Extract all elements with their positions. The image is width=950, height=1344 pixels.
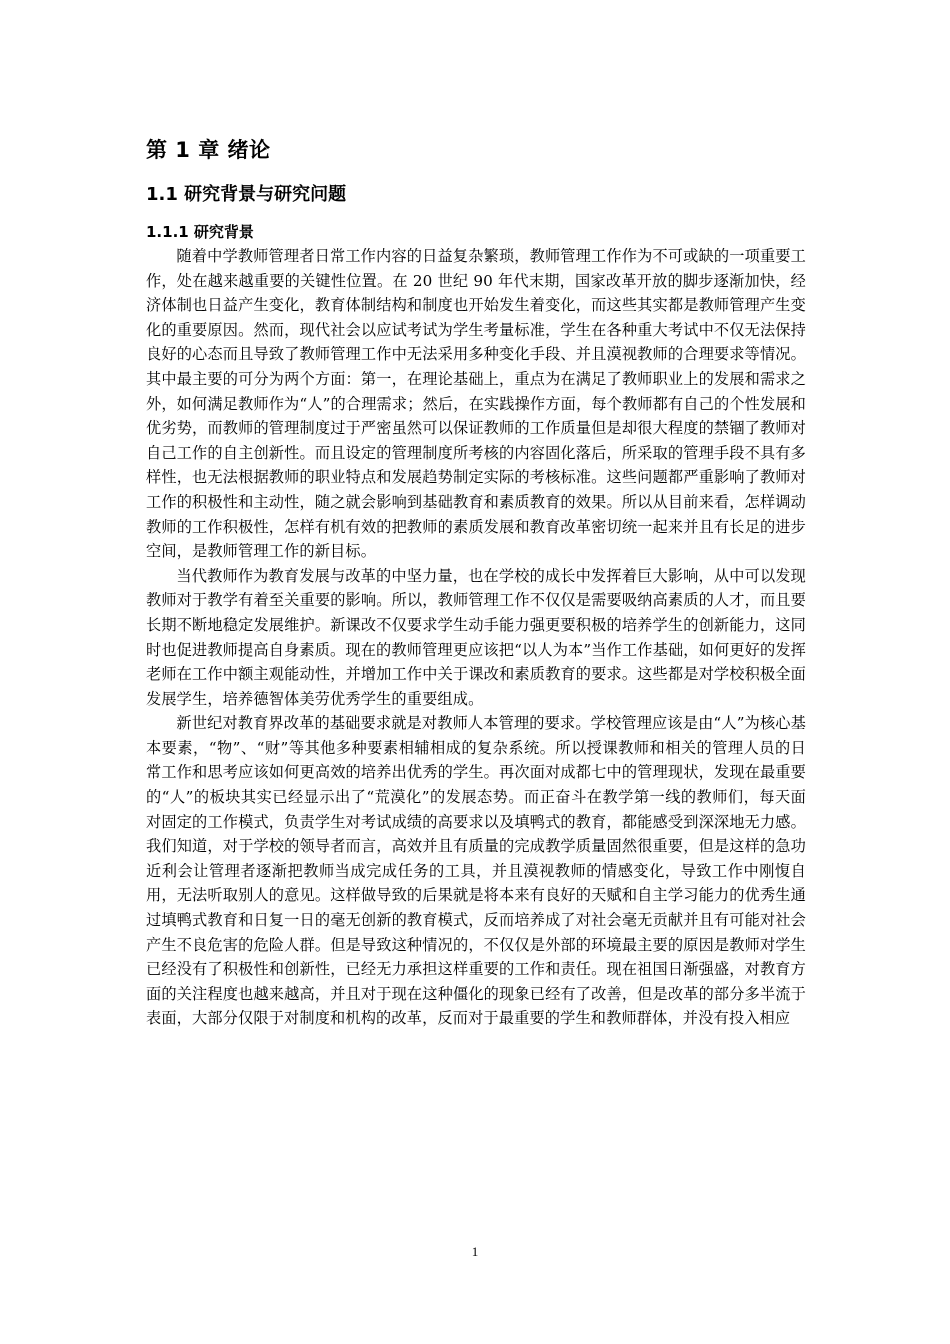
section-title: 1.1 研究背景与研究问题 — [146, 184, 347, 205]
body-paragraph: 随着中学教师管理者日常工作内容的日益复杂繁琐，教师管理工作作为不可或缺的一项重要工作，处在越来越重要的关键性位置。在 20 世纪 90 年代末期，国家改革开放的脚步逐渐加快，经济体制也日益产生变化，教育体制结构和制度也开始发生着变化，而这些其实都是教师管理产生变化的重要原因。然而，现代社会以应试考试为学生考量标准，学生在各种重大考试中不仅无法保持良好的心态而且导致了教师管理工作中无法采用多种变化手段、并且漠视教师的合理要求等情况。其中最主要的可分为两个方面：第一，在理论基础上，重点为在满足了教师职业上的发展和需求之外，如何满足教师作为“人”的合理需求；然后，在实践操作方面，每个教师都有自己的个性发展和优劣势，而教师的管理制度过于严密虽然可以保证教师的工作质量但是却很大程度的禁锢了教师对自己工作的自主创新性。而且设定的管理制度所考核的内容固化落后，所采取的管理手段不具有多样性，也无法根据教师的职业特点和发展趋势制定实际的考核标准。这些问题都严重影响了教师对工作的积极性和主动性，随之就会影响到基础教育和素质教育的效果。所以从目前来看，怎样调动教师的工作积极性，怎样有机有效的把教师的素质发展和教育改革密切统一起来并且有长足的进步空间，是教师管理工作的新目标。 — [146, 247, 807, 561]
chapter-title: 第 1 章 绪论 — [146, 138, 271, 162]
body-paragraph: 新世纪对教育界改革的基础要求就是对教师人本管理的要求。学校管理应该是由“人”为核心基本要素，“物”、“财”等其他多种要素相辅相成的复杂系统。所以授课教师和相关的管理人员的日常工作和思考应该如何更高效的培养出优秀的学生。再次面对成都七中的管理现状，发现在最重要的“人”的板块其实已经显示出了“荒漠化”的发展态势。而正奋斗在教学第一线的教师们，每天面对固定的工作模式，负责学生对考试成绩的高要求以及填鸭式的教育，都能感受到深深地无力感。我们知道，对于学校的领导者而言，高效并且有质量的完成教学质量固然很重要，但是这样的急功近利会让管理者逐渐把教师当成完成任务的工具，并且漠视教师的情感变化，导致工作中刚愎自用，无法听取别人的意见。这样做导致的后果就是将本来有良好的天赋和自主学习能力的优秀生通过填鸭式教育和日复一日的毫无创新的教育模式，反而培养成了对社会毫无贡献并且有可能对社会产生不良危害的危险人群。但是导致这种情况的，不仅仅是外部的环境最主要的原因是教师对学生已经没有了积极性和创新性，已经无力承担这样重要的工作和责任。现在祖国日渐强盛，对教育方面的关注程度也越来越高，并且对于现在这种僵化的现象已经有了改善，但是改革的部分多半流于表面，大部分仅限于对制度和机构的改革，反而对于最重要的学生和教师群体，并没有投入相应 — [146, 714, 806, 1028]
subsection-title: 1.1.1 研究背景 — [146, 223, 254, 241]
body-paragraph: 当代教师作为教育发展与改革的中坚力量，也在学校的成长中发挥着巨大影响，从中可以发现教师对于教学有着至关重要的影响。所以，教师管理工作不仅仅是需要吸纳高素质的人才，而且要长期不断地稳定发展维护。新课改不仅要求学生动手能力强更要积极的培养学生的创新能力，这同时也促进教师提高自身素质。现在的教师管理更应该把“以人为本”当作工作基础，如何更好的发挥老师在工作中额主观能动性，并增加工作中关于课改和素质教育的要求。这些都是对学校积极全面发展学生，培养德智体美劳优秀学生的重要组成。 — [146, 566, 807, 708]
page-content — [146, 132, 806, 1031]
page-number: 1 — [471, 1244, 479, 1259]
